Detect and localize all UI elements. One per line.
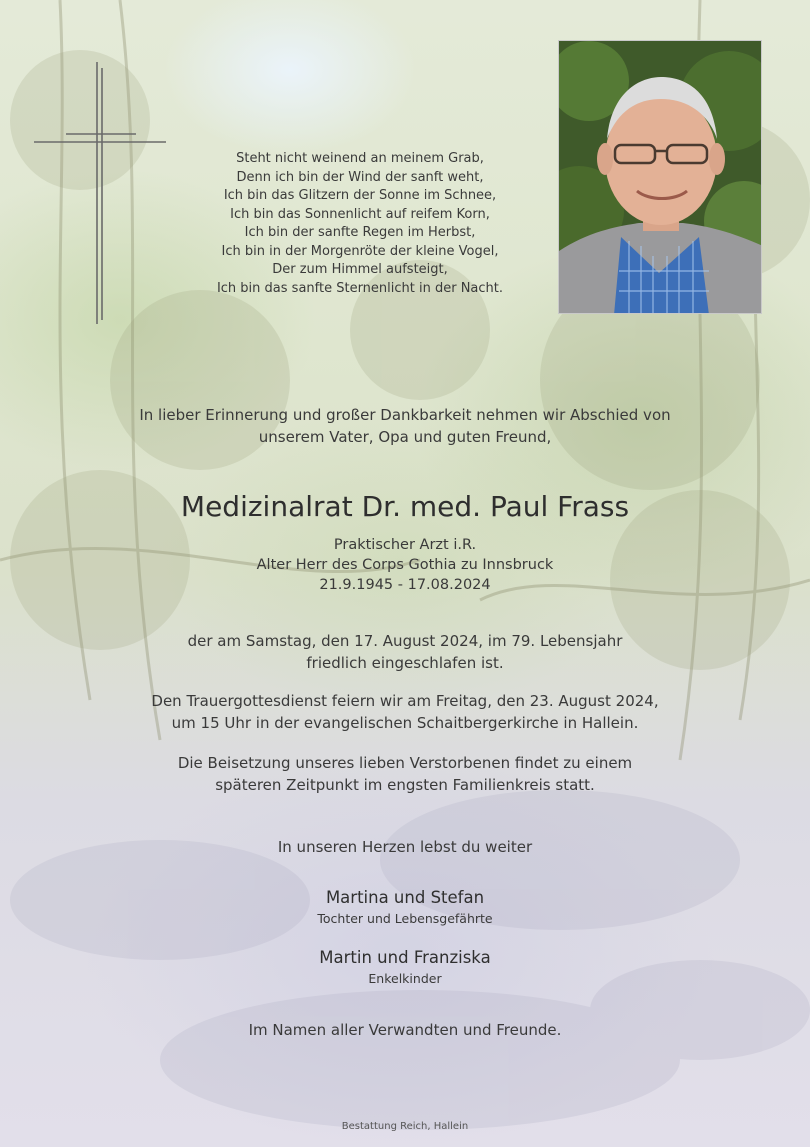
portrait-photo: [558, 40, 762, 314]
intro-line: unserem Vater, Opa und guten Freund,: [258, 428, 552, 446]
mourner-group: [0, 946, 810, 987]
poem-line: Ich bin das sanfte Sternenlicht in der Nacht.: [216, 280, 504, 296]
passing-line: der am Samstag, den 17. August 2024, im 79. Lebensjahr: [187, 632, 623, 650]
poem: [180, 150, 540, 298]
poem-line: Steht nicht weinend an meinem Grab,: [236, 151, 484, 166]
cross-icon: [30, 58, 170, 328]
poem-line: Der zum Himmel aufsteigt,: [272, 262, 448, 277]
mourner-relation: Enkelkinder: [368, 971, 442, 986]
mourner-relation: Tochter und Lebensgefährte: [317, 911, 493, 926]
remembrance-line: In unseren Herzen lebst du weiter: [277, 838, 533, 856]
intro-text: [0, 404, 810, 448]
passing-notice: [0, 630, 810, 674]
deceased-affiliation: Alter Herr des Corps Gothia zu Innsbruck: [256, 557, 554, 573]
portrait-image: [559, 41, 762, 314]
funeral-home-credit: Bestattung Reich, Hallein: [341, 1121, 469, 1132]
service-line: um 15 Uhr in der evangelischen Schaitbergerkirche in Hallein.: [171, 714, 639, 732]
burial-line: späteren Zeitpunkt im engsten Familienkreis statt.: [215, 776, 595, 794]
service-notice: [0, 690, 810, 734]
burial-line: Die Beisetzung unseres lieben Verstorbenen findet zu einem: [177, 754, 633, 772]
poem-line: Ich bin das Sonnenlicht auf reifem Korn,: [230, 206, 490, 222]
closing-line: Im Namen aller Verwandten und Freunde.: [248, 1021, 562, 1039]
poem-line: Ich bin das Glitzern der Sonne im Schnee,: [223, 188, 497, 203]
mourner-names: Martin und Franziska: [319, 948, 491, 967]
poem-line: Denn ich bin der Wind der sanft weht,: [236, 169, 484, 185]
mourner-group: [0, 886, 810, 927]
passing-line: friedlich eingeschlafen ist.: [306, 654, 504, 672]
deceased-details: [0, 535, 810, 595]
burial-notice: [0, 752, 810, 796]
deceased-title: Praktischer Arzt i.R.: [333, 537, 477, 553]
deceased-dates: 21.9.1945 - 17.08.2024: [319, 577, 491, 593]
deceased-name: Medizinalrat Dr. med. Paul Frass: [180, 490, 630, 523]
poem-line: Ich bin der sanfte Regen im Herbst,: [244, 225, 476, 240]
service-line: Den Trauergottesdienst feiern wir am Freitag, den 23. August 2024,: [151, 692, 659, 710]
intro-line: In lieber Erinnerung und großer Dankbarkeit nehmen wir Abschied von: [139, 406, 671, 424]
poem-line: Ich bin in der Morgenröte der kleine Vogel,: [221, 243, 499, 259]
mourner-names: Martina und Stefan: [325, 888, 485, 907]
